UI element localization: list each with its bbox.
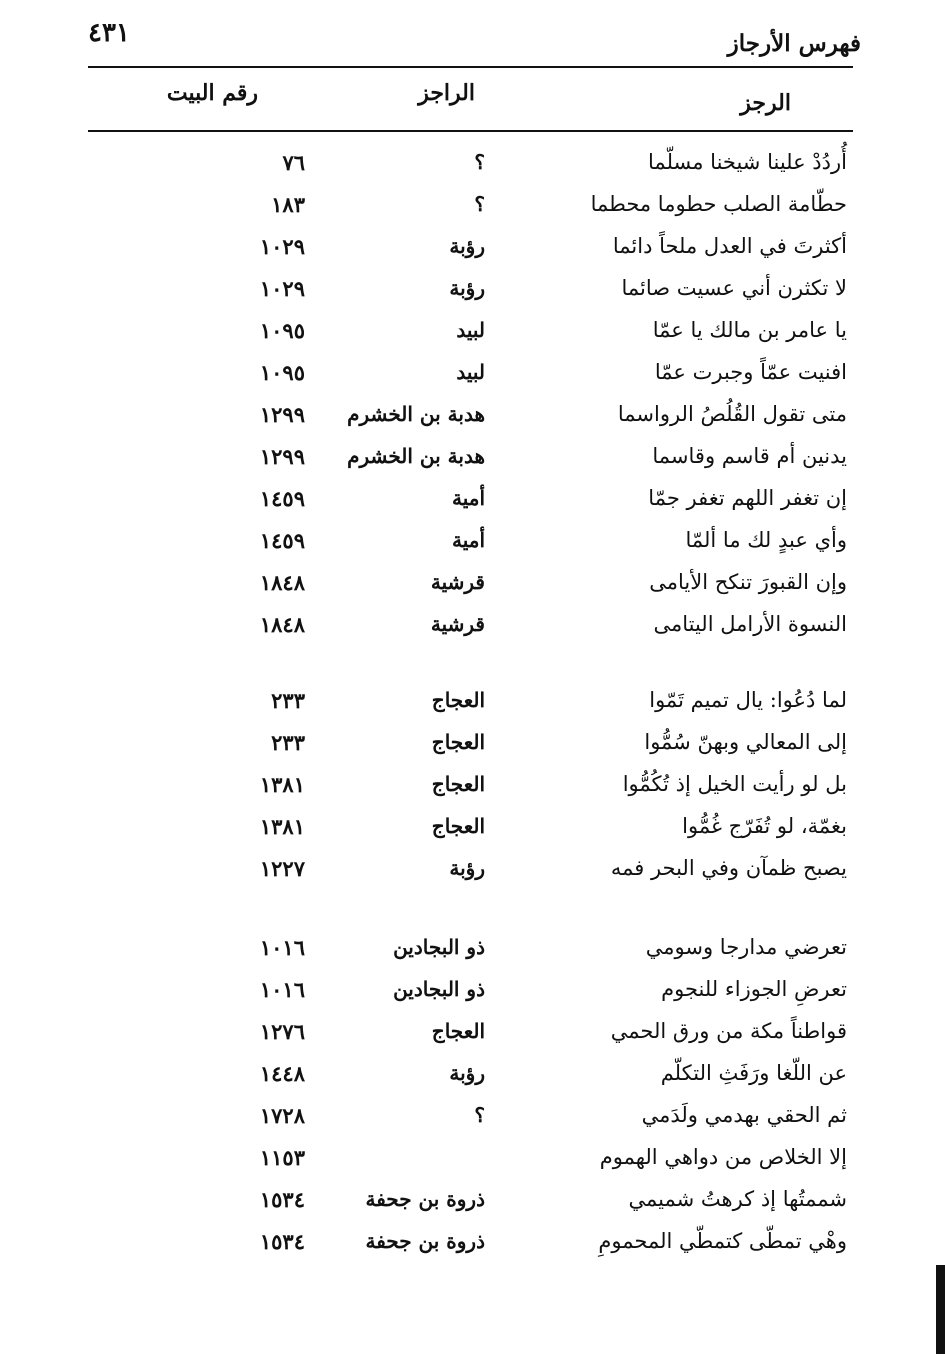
header-rule-bottom — [88, 130, 853, 132]
verse-text: لما دُعُوا: يال تميم تَمّوا — [649, 688, 847, 712]
verse-number: ١٠٩٥ — [259, 360, 305, 385]
table-row — [0, 1103, 945, 1143]
verse-text: النسوة الأرامل اليتامى — [653, 612, 847, 636]
verse-text: قواطناً مكة من ورق الحمي — [610, 1019, 847, 1043]
column-headers — [88, 80, 853, 120]
column-header-verse: الرجز — [740, 90, 791, 116]
verse-number: ١٢٩٩ — [259, 402, 305, 427]
poet-name: قرشية — [430, 570, 485, 594]
verse-text: تعرضِ الجوزاء للنجوم — [661, 977, 847, 1001]
verse-text: يا عامر بن مالك يا عمّا — [652, 318, 847, 342]
verse-number: ١٣٨١ — [259, 814, 305, 839]
table-row — [0, 1145, 945, 1185]
table-row — [0, 1229, 945, 1269]
poet-name: هدبة بن الخشرم — [347, 402, 485, 426]
poet-name: لبيد — [456, 360, 485, 384]
poet-name: ؟ — [474, 1103, 485, 1127]
verse-number: ١٣٨١ — [259, 772, 305, 797]
poet-name: رؤبة — [449, 1061, 485, 1085]
verse-number: ١٢٢٧ — [259, 856, 305, 881]
poet-name: رؤبة — [449, 276, 485, 300]
verse-number: ١٥٣٤ — [259, 1187, 305, 1212]
verse-number: ١٠١٦ — [259, 977, 305, 1002]
verse-text: لا تكثرن أني عسيت صائما — [621, 276, 847, 300]
verse-number: ١٥٣٤ — [259, 1229, 305, 1254]
table-row — [0, 570, 945, 610]
verse-number: ١٢٩٩ — [259, 444, 305, 469]
table-row — [0, 856, 945, 896]
poet-name: العجاج — [431, 772, 485, 796]
page-number: ٤٣١ — [88, 18, 130, 48]
verse-number: ٢٣٣ — [271, 688, 305, 713]
verse-number: ١٠٩٥ — [259, 318, 305, 343]
verse-text: ثم الحقي بهدمي ولَدَمي — [641, 1103, 847, 1127]
verse-text: عن اللّغا ورَفَثِ التكلّم — [660, 1061, 847, 1085]
table-row — [0, 1019, 945, 1059]
verse-number: ١٤٥٩ — [259, 528, 305, 553]
poet-name: العجاج — [431, 688, 485, 712]
table-row — [0, 234, 945, 274]
table-row — [0, 528, 945, 568]
header-rule-top — [88, 66, 853, 68]
verse-number: ١٠٢٩ — [259, 234, 305, 259]
table-row — [0, 318, 945, 358]
column-header-poet: الراجز — [418, 80, 475, 106]
poet-name: العجاج — [431, 814, 485, 838]
verse-text: إلا الخلاص من دواهي الهموم — [599, 1145, 847, 1169]
verse-number: ١٤٤٨ — [259, 1061, 305, 1086]
table-row — [0, 1061, 945, 1101]
table-row — [0, 814, 945, 854]
table-row — [0, 688, 945, 728]
poet-name: ؟ — [474, 150, 485, 174]
verse-number: ١٢٧٦ — [259, 1019, 305, 1044]
table-row — [0, 612, 945, 652]
table-row — [0, 935, 945, 975]
verse-number: ٢٣٣ — [271, 730, 305, 755]
poet-name: أمية — [451, 528, 485, 552]
table-row — [0, 977, 945, 1017]
verse-text: بغمّة، لو تُفَرّج غُمُّوا — [682, 814, 847, 838]
verse-text: أكثرتَ في العدل ملحاً دائما — [612, 234, 847, 258]
table-row — [0, 402, 945, 442]
poet-name: ذروة بن جحفة — [365, 1229, 485, 1253]
table-row — [0, 276, 945, 316]
poet-name: أمية — [451, 486, 485, 510]
table-row — [0, 150, 945, 190]
verse-number: ١٨٤٨ — [259, 570, 305, 595]
verse-number: ١٠٢٩ — [259, 276, 305, 301]
verse-text: أُردُدْ علينا شيخنا مسلّما — [648, 150, 847, 174]
table-row — [0, 772, 945, 812]
verse-text: يصبح ظمآن وفي البحر فمه — [610, 856, 847, 880]
table-row — [0, 360, 945, 400]
poet-name: هدبة بن الخشرم — [347, 444, 485, 468]
verse-number: ١٨٤٨ — [259, 612, 305, 637]
verse-text: بل لو رأيت الخيل إذ تُكُمُّوا — [622, 772, 847, 796]
verse-text: وأي عبدٍ لك ما ألمّا — [685, 528, 847, 552]
table-row — [0, 192, 945, 232]
verse-number: ١٤٥٩ — [259, 486, 305, 511]
table-row — [0, 486, 945, 526]
verse-text: افنيت عمّاً وجبرت عمّا — [654, 360, 847, 384]
verse-number: ١٠١٦ — [259, 935, 305, 960]
table-row — [0, 1187, 945, 1227]
verse-text: إن تغفر اللهم تغفر جمّا — [648, 486, 847, 510]
poet-name: رؤبة — [449, 234, 485, 258]
poet-name: العجاج — [431, 730, 485, 754]
poet-name: ؟ — [474, 192, 485, 216]
verse-text: حطّامة الصلب حطوما محطما — [590, 192, 847, 216]
verse-number: ٧٦ — [282, 150, 305, 175]
poet-name: ذو البجادين — [393, 935, 485, 959]
table-row — [0, 730, 945, 770]
poet-name: ذو البجادين — [393, 977, 485, 1001]
verse-text: تعرضي مدارجا وسومي — [645, 935, 847, 959]
verse-text: وهْي تمطّى كتمطّي المحمومِ — [598, 1229, 847, 1253]
verse-text: وإن القبورَ تنكح الأيامى — [649, 570, 847, 594]
poet-name: العجاج — [431, 1019, 485, 1043]
poet-name: لبيد — [456, 318, 485, 342]
verse-text: يدنين أم قاسم وقاسما — [652, 444, 847, 468]
poet-name: ذروة بن جحفة — [365, 1187, 485, 1211]
verse-text: إلى المعالي وبهنّ سُمُّوا — [644, 730, 847, 754]
table-row — [0, 444, 945, 484]
column-header-number: رقم البيت — [166, 80, 258, 106]
verse-text: متى تقول القُلُصُ الرواسما — [617, 402, 847, 426]
running-header: فهرس الأرجاز — [727, 30, 861, 57]
verse-number: ١٨٣ — [271, 192, 305, 217]
verse-text: شممتُها إذ كرهتُ شميمي — [628, 1187, 847, 1211]
page-edge-shadow — [936, 1265, 945, 1354]
poet-name: قرشية — [430, 612, 485, 636]
poet-name: رؤبة — [449, 856, 485, 880]
verse-number: ١١٥٣ — [259, 1145, 305, 1170]
verse-number: ١٧٢٨ — [259, 1103, 305, 1128]
